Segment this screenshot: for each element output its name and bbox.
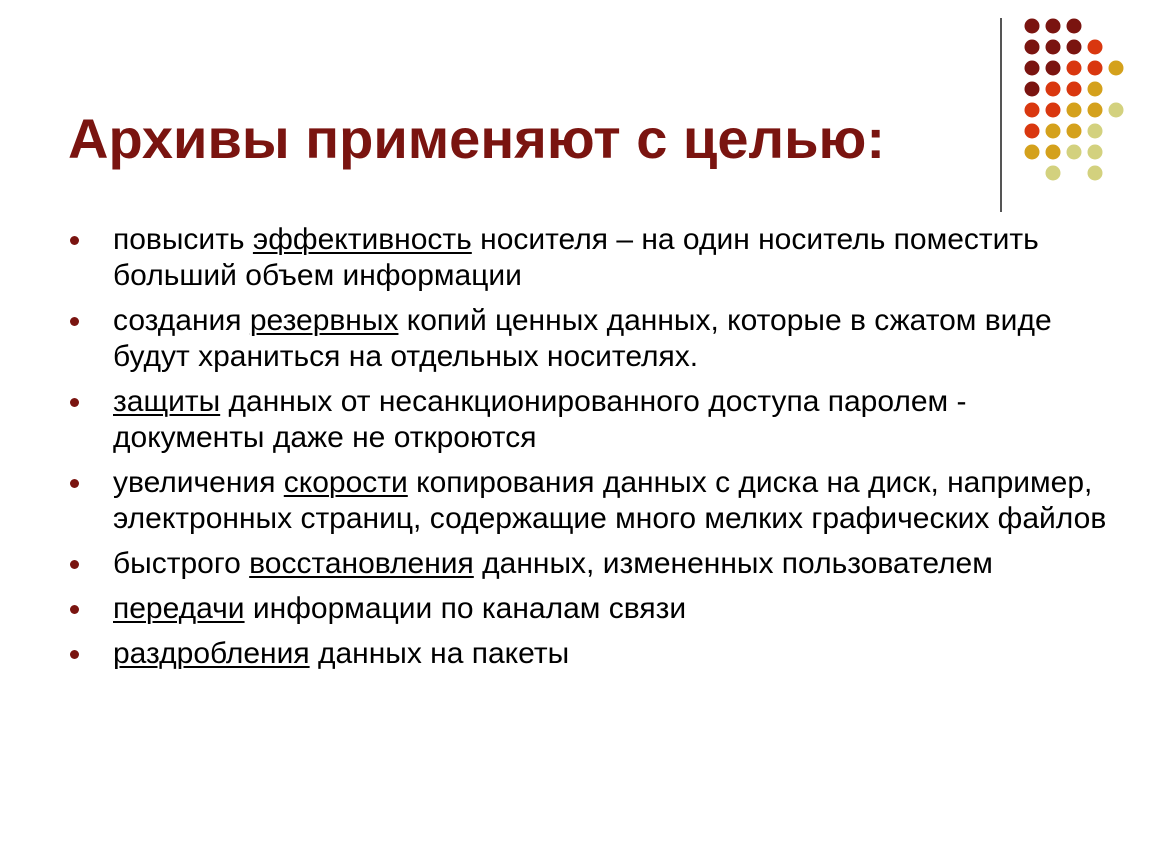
bullet-marker-icon bbox=[70, 398, 79, 407]
underlined-term: резервных bbox=[249, 304, 399, 337]
decorative-dot bbox=[1046, 166, 1061, 181]
decorative-dot bbox=[1088, 61, 1103, 76]
decorative-dot bbox=[1067, 145, 1082, 160]
bullet-text: копий ценных данных, которые в сжатом виде будут храниться на отдельных носителях. bbox=[113, 304, 1052, 373]
decorative-dot bbox=[1088, 145, 1103, 160]
bullet-marker-icon bbox=[70, 236, 79, 245]
decorative-dot bbox=[1046, 82, 1061, 97]
decorative-dot bbox=[1025, 82, 1040, 97]
decorative-dot bbox=[1067, 19, 1082, 34]
bullet-item bbox=[70, 222, 1110, 294]
decorative-dot bbox=[1067, 40, 1082, 55]
bullet-text: информации по каналам связи bbox=[244, 592, 687, 625]
bullet-text: данных на пакеты bbox=[309, 637, 570, 670]
bullet-item bbox=[70, 546, 1110, 582]
bullet-text: носителя – на один носитель поместить больший объем информации bbox=[113, 223, 1039, 292]
bullet-marker-icon bbox=[70, 605, 79, 614]
bullet-item bbox=[70, 591, 1110, 627]
bullet-marker-icon bbox=[70, 317, 79, 326]
bullet-item bbox=[70, 465, 1110, 537]
decorative-dot bbox=[1046, 19, 1061, 34]
underlined-term: скорости bbox=[283, 466, 408, 499]
underlined-term: раздробления bbox=[113, 637, 310, 670]
decorative-dot bbox=[1067, 124, 1082, 139]
decorative-dot bbox=[1025, 145, 1040, 160]
decorative-dot bbox=[1046, 103, 1061, 118]
slide-title: Архивы применяют с целью: bbox=[68, 107, 885, 170]
decorative-dot bbox=[1088, 82, 1103, 97]
decorative-dot bbox=[1067, 82, 1082, 97]
decorative-dot bbox=[1109, 61, 1124, 76]
decorative-dot bbox=[1046, 145, 1061, 160]
bullet-marker-icon bbox=[70, 479, 79, 488]
decorative-dot bbox=[1088, 40, 1103, 55]
bullet-marker-icon bbox=[70, 650, 79, 659]
decorative-dot bbox=[1025, 61, 1040, 76]
bullet-item bbox=[70, 636, 1110, 672]
bullet-list bbox=[70, 222, 1110, 681]
decorative-dot bbox=[1046, 40, 1061, 55]
decorative-dot bbox=[1025, 40, 1040, 55]
decorative-dot bbox=[1025, 124, 1040, 139]
decorative-dot bbox=[1109, 103, 1124, 118]
bullet-text: копирования данных с диска на диск, например, электронных страниц, содержащие много мелких графических файлов bbox=[113, 466, 1107, 535]
decorative-dot bbox=[1025, 103, 1040, 118]
bullet-item bbox=[70, 384, 1110, 456]
decorative-dot bbox=[1046, 124, 1061, 139]
title-divider-line bbox=[1000, 18, 1002, 212]
bullet-text: данных от несанкционированного доступа паролем - документы даже не откроются bbox=[113, 385, 967, 454]
decorative-dot bbox=[1025, 19, 1040, 34]
decorative-dot bbox=[1046, 61, 1061, 76]
underlined-term: защиты bbox=[113, 385, 221, 418]
bullet-text: данных, измененных пользователем bbox=[473, 547, 993, 580]
bullet-text: быстрого bbox=[113, 547, 250, 580]
decorative-dot bbox=[1067, 61, 1082, 76]
decorative-dot bbox=[1088, 103, 1103, 118]
decorative-dot bbox=[1088, 166, 1103, 181]
bullet-marker-icon bbox=[70, 560, 79, 569]
underlined-term: передачи bbox=[113, 592, 245, 625]
underlined-term: эффективность bbox=[252, 223, 472, 256]
bullet-text: создания bbox=[113, 304, 250, 337]
underlined-term: восстановления bbox=[249, 547, 474, 580]
bullet-text: повысить bbox=[113, 223, 253, 256]
bullet-item bbox=[70, 303, 1110, 375]
decorative-dot bbox=[1067, 103, 1082, 118]
decorative-dot bbox=[1088, 124, 1103, 139]
bullet-text: увеличения bbox=[113, 466, 284, 499]
